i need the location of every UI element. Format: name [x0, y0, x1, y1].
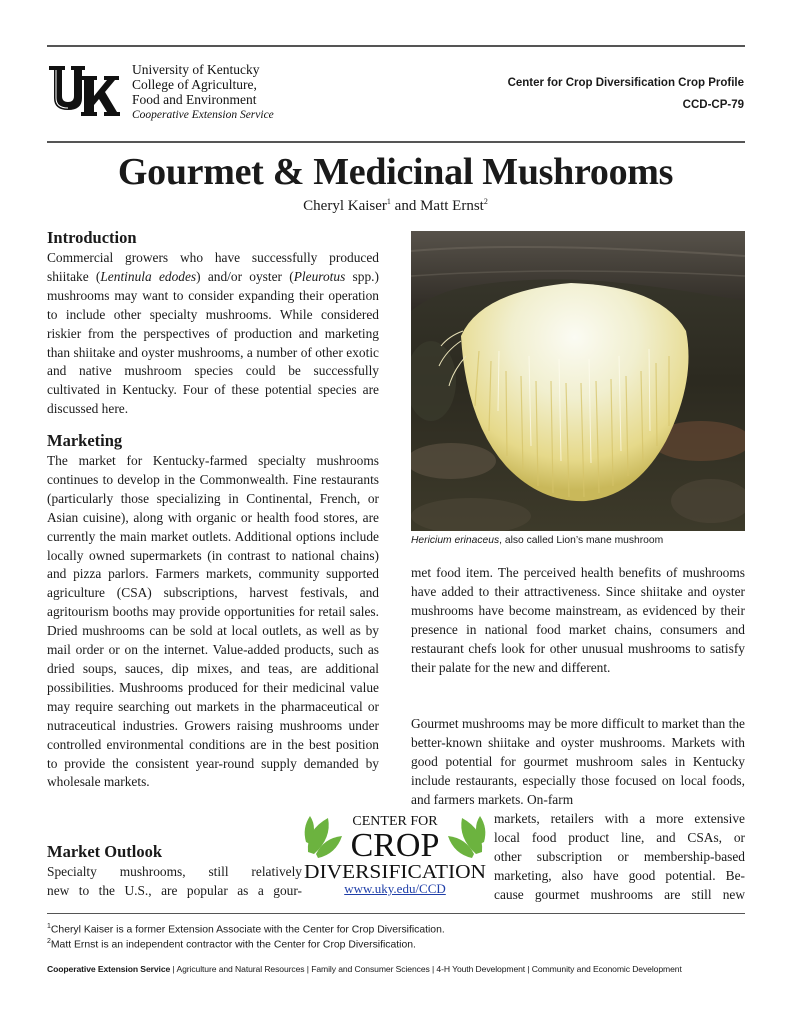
footnote-1-mark: 1	[47, 923, 51, 930]
right-leaf-icon	[448, 816, 485, 858]
intro-species-2: Pleurotus	[293, 268, 346, 284]
institution-line-1: University of Kentucky	[132, 62, 260, 77]
author-joiner: and	[390, 198, 421, 214]
market-outlook-body-2	[47, 882, 302, 901]
footer-programs: Agriculture and Natural Resources | Family and Consumer Sciences | 4-H Youth Development | Community and Economic Development	[176, 964, 682, 974]
author-2: Matt Ernst	[420, 198, 484, 214]
footnote-1-text: Cheryl Kaiser is a former Extension Associate with the Center for Crop Diversification.	[50, 924, 445, 936]
ccd-logo-line-2: CROP	[350, 827, 440, 864]
market-outlook-line-2: new to the U.S., are popular as a gour-	[47, 883, 302, 898]
intro-text-2: ) and/or oyster (	[196, 268, 294, 284]
uk-logo	[47, 62, 121, 120]
marketing-body	[47, 452, 379, 792]
author-1: Cheryl Kaiser	[303, 198, 387, 214]
footnote-2	[47, 938, 416, 950]
ccd-logo-line-1: CENTER FOR	[352, 814, 438, 829]
left-leaf-icon	[305, 816, 342, 858]
caption-species: Hericium erinaceus	[411, 535, 500, 546]
right-column-p2	[411, 715, 745, 810]
profile-code: CCD-CP-79	[682, 99, 744, 111]
wrap-line-2: local food product line, and CSAs, or	[494, 829, 745, 845]
ccd-logo-line-3: DIVERSIFICATION	[304, 861, 486, 883]
institution-line-2: College of Agriculture,	[132, 77, 257, 92]
footnote-2-text: Matt Ernst is an independent contractor with the Center for Crop Diversification.	[50, 939, 416, 951]
extension-service-label: Cooperative Extension Service	[132, 109, 274, 121]
lions-mane-mushroom-photo	[411, 231, 745, 531]
wrap-line-1: markets, retailers with a more extensive	[494, 811, 745, 826]
author-2-mark: 2	[483, 197, 488, 206]
page-title: Gourmet & Medicinal Mushrooms	[117, 151, 674, 193]
photo-caption	[411, 535, 663, 546]
market-outlook-body	[47, 863, 302, 882]
right-column-text-2: Gourmet mushrooms may be more difficult to market than the better-known shiitake and oyster mushrooms. Markets with good potential for gourmet mushroom sales in Kentucky include restaurants, especially those focused on local foods, and farmers markets. On-farm	[411, 716, 745, 807]
market-outlook-heading: Market Outlook	[47, 842, 163, 861]
authors-line	[0, 197, 791, 215]
right-column-wrap	[494, 810, 745, 905]
page-footer: Cooperative Extension Service | Agriculture and Natural Resources | Family and Consumer Sciences | 4-H Youth Development | Community and Economic Development	[47, 964, 682, 974]
author-1-mark: 1	[386, 197, 391, 206]
wrap-line-3: other subscription or membership-based	[494, 848, 745, 864]
introduction-heading: Introduction	[47, 228, 137, 247]
intro-text-1: Commercial growers who have successfully produced shiitake (	[47, 250, 379, 284]
intro-species-1: Lentinula edodes	[100, 268, 197, 284]
right-column-text-1: met food item. The perceived health benefits of mushrooms have added to their attractiveness. Since shiitake and oyster mushrooms have become mainstream, as evidenced by their presence in national food market chains, consumers and restaurant chefs look for other unusual mushrooms to satisfy their palate for the new and different.	[411, 565, 745, 675]
footnote-2-mark: 2	[47, 938, 51, 945]
header-rule	[47, 141, 745, 143]
top-rule	[47, 45, 745, 47]
ccd-url-link[interactable]: www.uky.edu/CCD	[344, 881, 446, 896]
institution-line-3: Food and Environment	[132, 92, 257, 107]
wrap-line-5: cause gourmet mushrooms are still new	[494, 886, 745, 902]
introduction-body	[47, 249, 379, 419]
footnote-1	[47, 923, 445, 935]
marketing-heading: Marketing	[47, 431, 123, 450]
profile-series: Center for Crop Diversification Crop Profile	[507, 77, 744, 89]
footnote-rule	[47, 913, 745, 914]
intro-text-3: spp.) mushrooms may want to consider expanding their operation to include other specialty mushrooms. While considered riskier from the perspectives of production and marketing than shiitake and oyster mushrooms, a number of other exotic and native mushroom species could be successfully cultivated in Kentucky. Four of these potential species are discussed here.	[47, 268, 379, 417]
wrap-line-4: marketing, also have good potential. Be-	[494, 867, 745, 883]
caption-rest: , also called Lion’s mane mushroom	[499, 535, 664, 546]
market-outlook-line-1: Specialty mushrooms, still relatively	[47, 864, 302, 879]
footer-lead: Cooperative Extension Service	[47, 964, 171, 974]
right-column-p1	[411, 564, 745, 677]
marketing-text: The market for Kentucky-farmed specialty mushrooms continues to develop in the Commonwealth. Fine restaurants (particularly those specializing in Continental, French, or Asian cuisine), along with organic or health food stores, are currently the main market outlets. Additional options include locally owned supermarkets (in contrast to national chains) and pizza parlors. Farmers markets, community supported agriculture (CSA) subscriptions, harvest festivals, and agritourism booths may provide opportunities for retail sales. Dried mushrooms can be sold at local outlets, as well as by mail order or on the internet. Value-added products, such as dried soups, sauces, dip mixes, and teas, are additional possibilities. Mushrooms produced for their medicinal value may require searching out markets in the pharmaceutical or nutraceutical industries. Growers raising mushrooms under controlled environmental conditions are in the best position to provide the consistent year-round supply demanded by wholesale markets.	[47, 453, 379, 790]
